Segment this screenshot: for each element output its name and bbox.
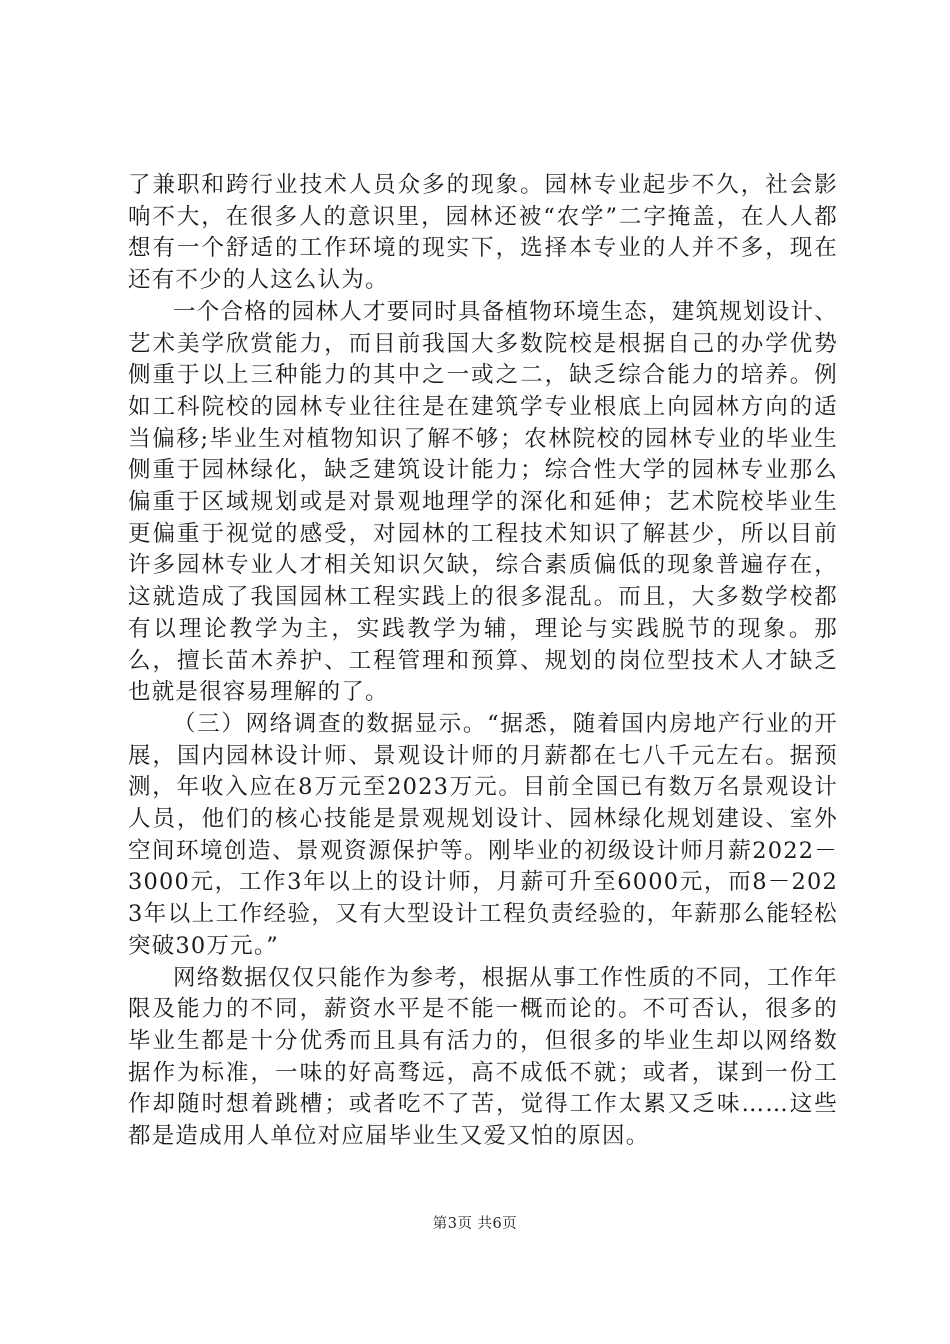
document-body bbox=[128, 170, 838, 1153]
paragraph-1: 了兼职和跨行业技术人员众多的现象。园林专业起步不久，社会影响不大，在很多人的意识里，园林还被“农学”二字掩盖，在人人都想有一个舒适的工作环境的现实下，选择本专业的人并不多，现在还有不少的人这么认为。 bbox=[128, 172, 838, 294]
page-number-indicator: 第3页 共6页 bbox=[432, 1216, 518, 1232]
paragraph-2: 一个合格的园林人才要同时具备植物环境生态，建筑规划设计、艺术美学欣赏能力，而目前我国大多数院校是根据自己的办学优势侧重于以上三种能力的其中之一或之二，缺乏综合能力的培养。例如工科院校的园林专业往往是在建筑学专业根底上向园林方向的适当偏移;毕业生对植物知识了解不够；农林院校的园林专业的毕业生侧重于园林绿化，缺乏建筑设计能力；综合性大学的园林专业那么偏重于区域规划或是对景观地理学的深化和延伸；艺术院校毕业生更偏重于视觉的感受，对园林的工程技术知识了解甚少，所以目前许多园林专业人才相关知识欠缺，综合素质偏低的现象普遍存在，这就造成了我国园林工程实践上的很多混乱。而且，大多数学校都有以理论教学为主，实践教学为辅，理论与实践脱节的现象。那么，擅长苗木养护、工程管理和预算、规划的岗位型技术人才缺乏也就是很容易理解的了。 bbox=[128, 298, 838, 706]
paragraph-3: （三）网络调查的数据显示。“据悉，随着国内房地产行业的开展，国内园林设计师、景观设计师的月薪都在七八千元左右。据预测，年收入应在8万元至2023万元。目前全国已有数万名景观设计人员，他们的核心技能是景观规划设计、园林绿化规划建设、室外空间环境创造、景观资源保护等。刚毕业的初级设计师月薪2022－3000元，工作3年以上的设计师，月薪可升至6000元，而8－2023年以上工作经验，又有大型设计工程负责经验的，年薪那么能轻松突破30万元。” bbox=[128, 710, 838, 959]
page-footer bbox=[0, 1214, 950, 1234]
paragraph-4: 网络数据仅仅只能作为参考，根据从事工作性质的不同，工作年限及能力的不同，薪资水平是不能一概而论的。不可否认，很多的毕业生都是十分优秀而且具有活力的，但很多的毕业生却以网络数据作为标准，一味的好高骛远，高不成低不就；或者，谋到一份工作却随时想着跳槽；或者吃不了苦，觉得工作太累又乏味……这些都是造成用人单位对应届毕业生又爱又怕的原因。 bbox=[128, 964, 838, 1150]
